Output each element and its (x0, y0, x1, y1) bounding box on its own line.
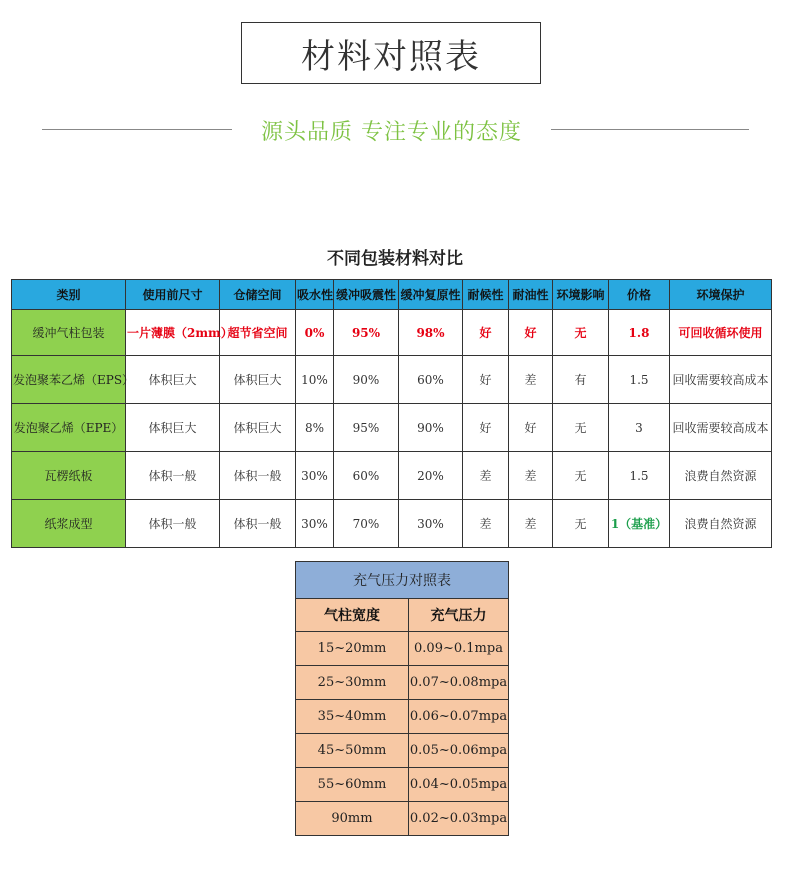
pressure-table (295, 561, 509, 836)
table-cell: 45~50mm (296, 734, 409, 768)
table-cell: 一片薄膜（2mm） (126, 310, 220, 356)
table-cell: 1.8 (609, 310, 670, 356)
table-cell: 可回收循环使用 (670, 310, 772, 356)
table-cell: 0.05~0.06mpa (409, 734, 509, 768)
table-cell: 体积巨大 (220, 356, 296, 404)
table-cell: 1.5 (609, 452, 670, 500)
table-cell: 30% (296, 500, 334, 548)
table-cell: 体积一般 (220, 452, 296, 500)
table-cell: 0.09~0.1mpa (409, 632, 509, 666)
table-cell: 无 (553, 452, 609, 500)
comparison-header-row (12, 280, 772, 310)
table-row (296, 802, 509, 836)
table-cell: 55~60mm (296, 768, 409, 802)
col-header-storage: 仓储空间 (220, 280, 296, 310)
table-row (296, 768, 509, 802)
table-cell: 差 (463, 500, 509, 548)
table-cell: 60% (334, 452, 399, 500)
table-cell: 体积巨大 (126, 404, 220, 452)
table-cell: 0.06~0.07mpa (409, 700, 509, 734)
col-header-absorb: 吸水性 (296, 280, 334, 310)
col-header-weather: 耐候性 (463, 280, 509, 310)
table-cell: 回收需要较高成本 (670, 404, 772, 452)
slogan-divider-right (551, 129, 749, 130)
table-cell: 15~20mm (296, 632, 409, 666)
table-cell: 30% (296, 452, 334, 500)
table-row (296, 632, 509, 666)
table-cell: 差 (509, 500, 553, 548)
table-cell: 好 (463, 310, 509, 356)
table-cell: 0.02~0.03mpa (409, 802, 509, 836)
table-row (296, 734, 509, 768)
table-cell: 8% (296, 404, 334, 452)
table-cell: 30% (399, 500, 463, 548)
table-cell: 好 (509, 310, 553, 356)
table-row (296, 666, 509, 700)
table-cell: 纸浆成型 (12, 500, 126, 548)
table-cell: 超节省空间 (220, 310, 296, 356)
table-cell: 无 (553, 500, 609, 548)
col-header-inflation-pressure: 充气压力 (409, 599, 509, 632)
table-cell: 0.04~0.05mpa (409, 768, 509, 802)
col-header-price: 价格 (609, 280, 670, 310)
table-row (12, 356, 772, 404)
pressure-table-title: 充气压力对照表 (296, 562, 509, 599)
table-cell: 90mm (296, 802, 409, 836)
table-row (12, 404, 772, 452)
table-cell: 98% (399, 310, 463, 356)
comparison-title: 不同包装材料对比 (327, 249, 463, 269)
slogan-divider-left (42, 129, 232, 130)
col-header-env-protect: 环境保护 (670, 280, 772, 310)
table-cell: 0% (296, 310, 334, 356)
col-header-oil: 耐油性 (509, 280, 553, 310)
table-cell: 差 (509, 452, 553, 500)
table-cell: 好 (509, 404, 553, 452)
table-cell: 35~40mm (296, 700, 409, 734)
table-cell: 25~30mm (296, 666, 409, 700)
table-cell: 0.07~0.08mpa (409, 666, 509, 700)
col-header-category: 类别 (12, 280, 126, 310)
table-cell: 浪费自然资源 (670, 500, 772, 548)
table-cell: 差 (463, 452, 509, 500)
slogan-text: 源头品质 专注专业的态度 (261, 119, 522, 145)
table-cell: 体积一般 (220, 500, 296, 548)
table-cell: 1（基准） (609, 500, 670, 548)
table-cell: 缓冲气柱包装 (12, 310, 126, 356)
table-cell: 60% (399, 356, 463, 404)
table-cell: 发泡聚乙烯（EPE） (12, 404, 126, 452)
table-cell: 3 (609, 404, 670, 452)
table-row (12, 500, 772, 548)
table-cell: 发泡聚苯乙烯（EPS） (12, 356, 126, 404)
table-cell: 90% (334, 356, 399, 404)
table-cell: 无 (553, 310, 609, 356)
pressure-header-row (296, 599, 509, 632)
table-cell: 体积一般 (126, 500, 220, 548)
table-cell: 浪费自然资源 (670, 452, 772, 500)
table-cell: 好 (463, 356, 509, 404)
table-cell: 瓦楞纸板 (12, 452, 126, 500)
table-cell: 70% (334, 500, 399, 548)
col-header-shock: 缓冲吸震性 (334, 280, 399, 310)
table-cell: 20% (399, 452, 463, 500)
table-cell: 有 (553, 356, 609, 404)
comparison-table (11, 279, 772, 548)
page-title: 材料对照表 (241, 22, 541, 84)
table-cell: 95% (334, 310, 399, 356)
table-cell: 回收需要较高成本 (670, 356, 772, 404)
table-cell: 体积一般 (126, 452, 220, 500)
table-cell: 95% (334, 404, 399, 452)
col-header-recovery: 缓冲复原性 (399, 280, 463, 310)
col-header-size: 使用前尺寸 (126, 280, 220, 310)
table-cell: 体积巨大 (220, 404, 296, 452)
slogan-row (0, 112, 790, 148)
table-cell: 好 (463, 404, 509, 452)
table-cell: 体积巨大 (126, 356, 220, 404)
table-cell: 10% (296, 356, 334, 404)
table-cell: 90% (399, 404, 463, 452)
table-cell: 1.5 (609, 356, 670, 404)
table-cell: 无 (553, 404, 609, 452)
table-cell: 差 (509, 356, 553, 404)
table-row (296, 700, 509, 734)
col-header-env-impact: 环境影响 (553, 280, 609, 310)
table-row (12, 310, 772, 356)
col-header-column-width: 气柱宽度 (296, 599, 409, 632)
table-row (12, 452, 772, 500)
